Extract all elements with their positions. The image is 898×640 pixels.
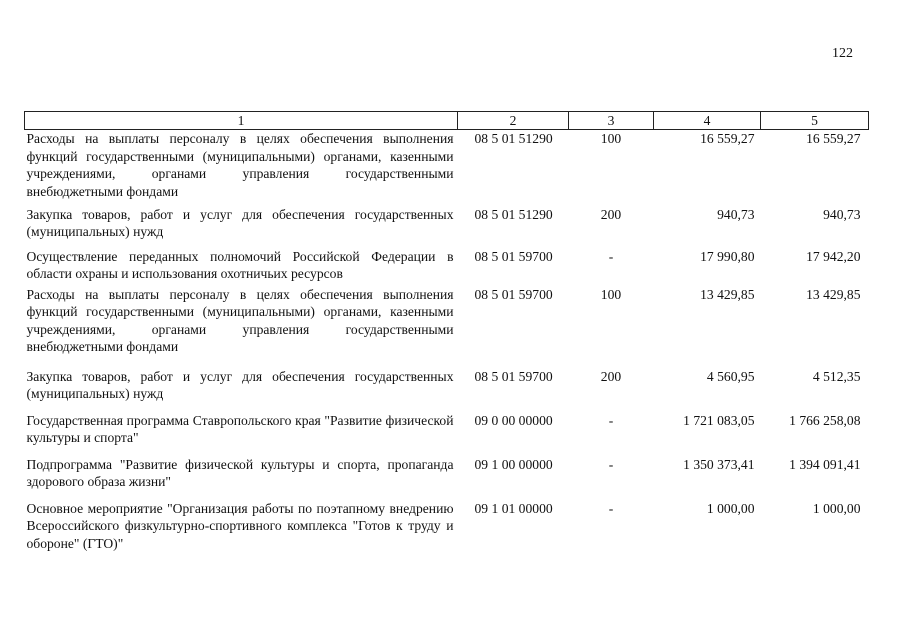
page-number: 122 (832, 46, 853, 61)
row-amount-1: 1 000,00 (706, 500, 755, 516)
row-amount-1: 16 559,27 (700, 131, 755, 146)
table-row (25, 130, 869, 206)
row-name: Основное мероприятие "Организация работы по поэтапному внедрению Всероссийского физкультурно-спортивного комплекса "Готов к труду и обороне" (ГТО)" (26, 500, 454, 551)
row-amount-2: 17 942,20 (806, 248, 861, 264)
row-amount-2: 13 429,85 (806, 286, 861, 302)
row-amount-1: 1 721 083,05 (683, 412, 755, 428)
row-expense-type: 200 (600, 368, 622, 384)
row-amount-1: 13 429,85 (700, 286, 755, 302)
row-name: Закупка товаров, работ и услуг для обеспечения государственных (муниципальных) нужд (26, 206, 454, 239)
row-expense-type: - (608, 248, 614, 264)
row-expense-type: 200 (600, 206, 622, 222)
row-name: Закупка товаров, работ и услуг для обеспечения государственных (муниципальных) нужд (26, 368, 454, 401)
row-name: Расходы на выплаты персоналу в целях обеспечения выполнения функций государственными (муниципальными) органами, казенными учреждениями, органами управления государственными внебюджетными фондами (26, 131, 454, 199)
row-amount-1: 1 350 373,41 (683, 456, 755, 472)
row-amount-2: 4 512,35 (812, 368, 861, 384)
row-amount-2: 16 559,27 (806, 131, 861, 146)
row-expense-type: - (608, 456, 614, 472)
column-header-1: 1 (25, 112, 458, 130)
row-name: Осуществление переданных полномочий Российской Федерации в области охраны и использования охотничьих ресурсов (26, 248, 454, 281)
row-expense-type: - (608, 412, 614, 428)
row-code: 08 5 01 59700 (474, 286, 553, 302)
table-row (25, 456, 869, 500)
row-code: 08 5 01 51290 (474, 131, 553, 146)
row-expense-type: - (608, 500, 614, 516)
row-amount-1: 940,73 (717, 206, 755, 222)
table-row (25, 500, 869, 560)
row-amount-2: 1 000,00 (812, 500, 861, 516)
row-code: 08 5 01 59700 (474, 368, 553, 384)
row-expense-type: 100 (600, 131, 622, 146)
table-row (25, 206, 869, 248)
row-name: Расходы на выплаты персоналу в целях обеспечения выполнения функций государственными (муниципальными) органами, казенными учреждениями, органами управления государственными внебюджетными фондами (26, 286, 454, 354)
row-code: 09 1 01 00000 (474, 500, 553, 516)
column-header-5: 5 (761, 112, 869, 130)
row-code: 08 5 01 59700 (474, 248, 553, 264)
row-name: Подпрограмма "Развитие физической культуры и спорта, пропаганда здорового образа жизни" (26, 456, 454, 489)
row-code: 08 5 01 51290 (474, 206, 553, 222)
row-amount-2: 1 766 258,08 (789, 412, 861, 428)
row-amount-1: 17 990,80 (700, 248, 755, 264)
row-amount-2: 1 394 091,41 (789, 456, 861, 472)
row-amount-1: 4 560,95 (706, 368, 755, 384)
budget-table (24, 111, 869, 560)
row-amount-2: 940,73 (823, 206, 861, 222)
table-row (25, 248, 869, 286)
row-code: 09 1 00 00000 (474, 456, 553, 472)
table-header-row (25, 112, 869, 130)
column-header-3: 3 (569, 112, 654, 130)
row-expense-type: 100 (600, 286, 622, 302)
table-row (25, 368, 869, 412)
column-header-4: 4 (654, 112, 761, 130)
row-code: 09 0 00 00000 (474, 412, 553, 428)
table-row (25, 412, 869, 456)
column-header-2: 2 (458, 112, 569, 130)
table-row (25, 286, 869, 368)
row-name: Государственная программа Ставропольского края "Развитие физической культуры и спорта" (26, 412, 454, 445)
